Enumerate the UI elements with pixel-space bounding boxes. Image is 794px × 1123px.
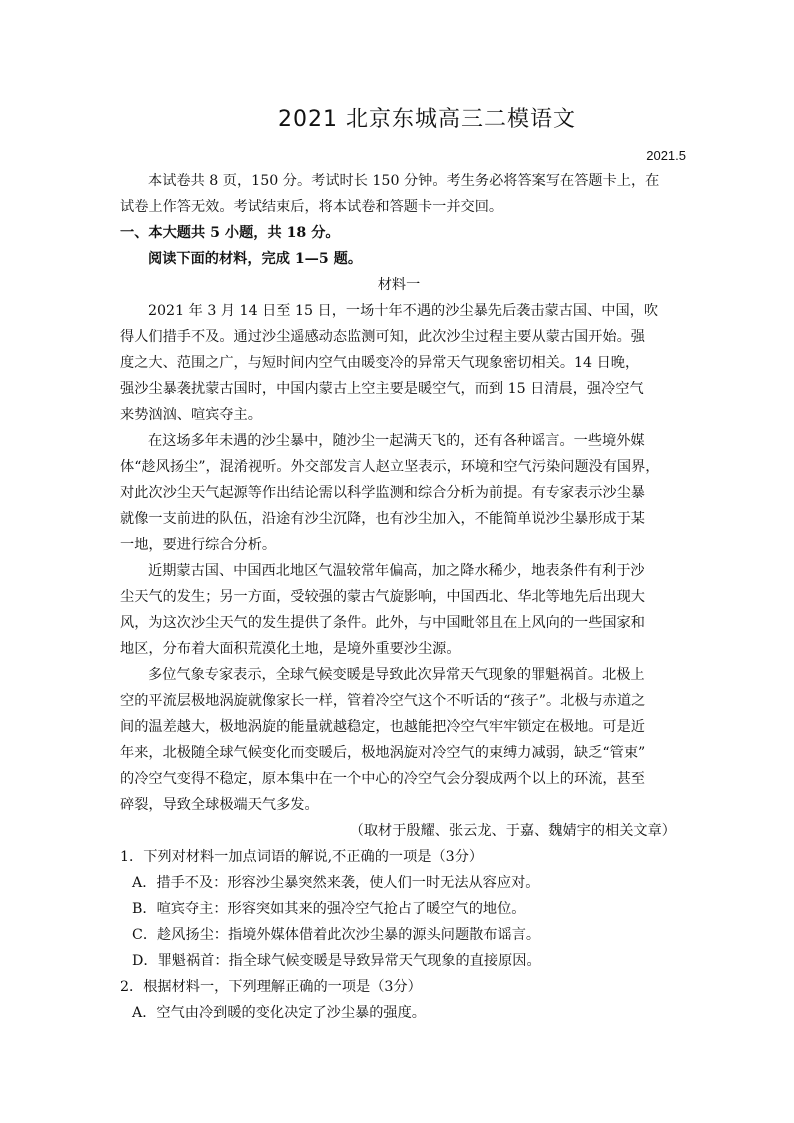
paragraph-line: 来势汹汹、喧宾夺主。 — [120, 407, 262, 423]
question-1-stem: 1．下列对材料一加点词语的解说,不正确的一项是（3分） — [120, 849, 484, 865]
question-2-option-a: A．空气由冷到暖的变化决定了沙尘暴的强度。 — [132, 1005, 426, 1021]
paragraph-line: 得人们措手不及。通过沙尘遥感动态监测可知，此次沙尘过程主要从蒙古国开始。强 — [120, 329, 645, 345]
intro-line: 本试卷共 8 页，150 分。考试时长 150 分钟。考生务必将答案写在答题卡上，在 — [148, 173, 660, 189]
paragraph-line: 地区，分布着大面积荒漠化土地，是境外重要沙尘源。 — [120, 641, 461, 657]
question-1-option-b: B．喧宾夺主：形容突如其来的强冷空气抢占了暖空气的地位。 — [132, 901, 526, 917]
paragraph-line: 一地，要进行综合分析。 — [120, 537, 277, 553]
intro-line: 试卷上作答无效。考试结束后，将本试卷和答题卡一并交回。 — [120, 199, 504, 215]
question-1-option-d: D．罪魁祸首：指全球气候变暖是导致异常天气现象的直接原因。 — [132, 953, 541, 969]
instruction: 阅读下面的材料，完成 1—5 题。 — [148, 251, 363, 267]
paragraph-line: 体“趁风扬尘”，混淆视听。外交部发言人赵立坚表示，环境和空气污染问题没有国界， — [120, 459, 660, 475]
page-title: 2021 北京东城高三二模语文 — [278, 107, 576, 132]
paragraph-line: 碎裂，导致全球极端天气多发。 — [120, 797, 319, 813]
paragraph-line: 间的温差越大，极地涡旋的能量就越稳定，也越能把冷空气牢牢锁定在极地。可是近 — [120, 719, 645, 735]
paragraph-line: 就像一支前进的队伍，沿途有沙尘沉降，也有沙尘加入，不能简单说沙尘暴形成于某 — [120, 511, 645, 527]
paragraph-line: 强沙尘暴袭扰蒙古国时，中国内蒙古上空主要是暖空气，而到 15 日清晨，强冷空气 — [120, 381, 644, 397]
material-heading: 材料一 — [377, 277, 421, 293]
paragraph-line: 多位气象专家表示，全球气候变暖是导致此次异常天气现象的罪魁祸首。北极上 — [148, 667, 645, 683]
exam-date: 2021.5 — [646, 148, 686, 163]
paragraph-line: 风，为这次沙尘天气的发生提供了条件。此外，与中国毗邻且在上风向的一些国家和 — [120, 615, 645, 631]
question-1-option-c: C．趁风扬尘：指境外媒体借着此次沙尘暴的源头问题散布谣言。 — [132, 927, 541, 943]
paragraph-line: 空的平流层极地涡旋就像家长一样，管着冷空气这个不听话的“孩子”。北极与赤道之 — [120, 693, 646, 709]
question-1-option-a: A．措手不及：形容沙尘暴突然来袭，使人们一时无法从容应对。 — [132, 875, 540, 891]
paragraph-line: 在这场多年未遇的沙尘暴中，随沙尘一起满天飞的，还有各种谣言。一些境外媒 — [148, 433, 645, 449]
source-citation: （取材于殷耀、张云龙、于嘉、魏婧宇的相关文章） — [349, 823, 676, 839]
paragraph-line: 近期蒙古国、中国西北地区气温较常年偏高，加之降水稀少，地表条件有利于沙 — [148, 563, 645, 579]
paragraph-line: 尘天气的发生；另一方面，受较强的蒙古气旋影响，中国西北、华北等地先后出现大 — [120, 589, 645, 605]
paragraph-line: 的冷空气变得不稳定，原本集中在一个中心的冷空气会分裂成两个以上的环流，甚至 — [120, 771, 645, 787]
section-title: 一、本大题共 5 小题，共 18 分。 — [120, 225, 340, 241]
question-2-stem: 2．根据材料一，下列理解正确的一项是（3分） — [120, 979, 422, 995]
paragraph-line: 2021 年 3 月 14 日至 15 日，一场十年不遇的沙尘暴先后袭击蒙古国、中国，吹 — [148, 303, 659, 319]
paragraph-line: 度之大、范围之广，与短时间内空气由暖变冷的异常天气现象密切相关。14 日晚， — [120, 355, 640, 371]
paragraph-line: 年来，北极随全球气候变化而变暖后，极地涡旋对冷空气的束缚力减弱，缺乏“管束” — [120, 745, 646, 761]
paragraph-line: 对此次沙尘天气起源等作出结论需以科学监测和综合分析为前提。有专家表示沙尘暴 — [120, 485, 645, 501]
